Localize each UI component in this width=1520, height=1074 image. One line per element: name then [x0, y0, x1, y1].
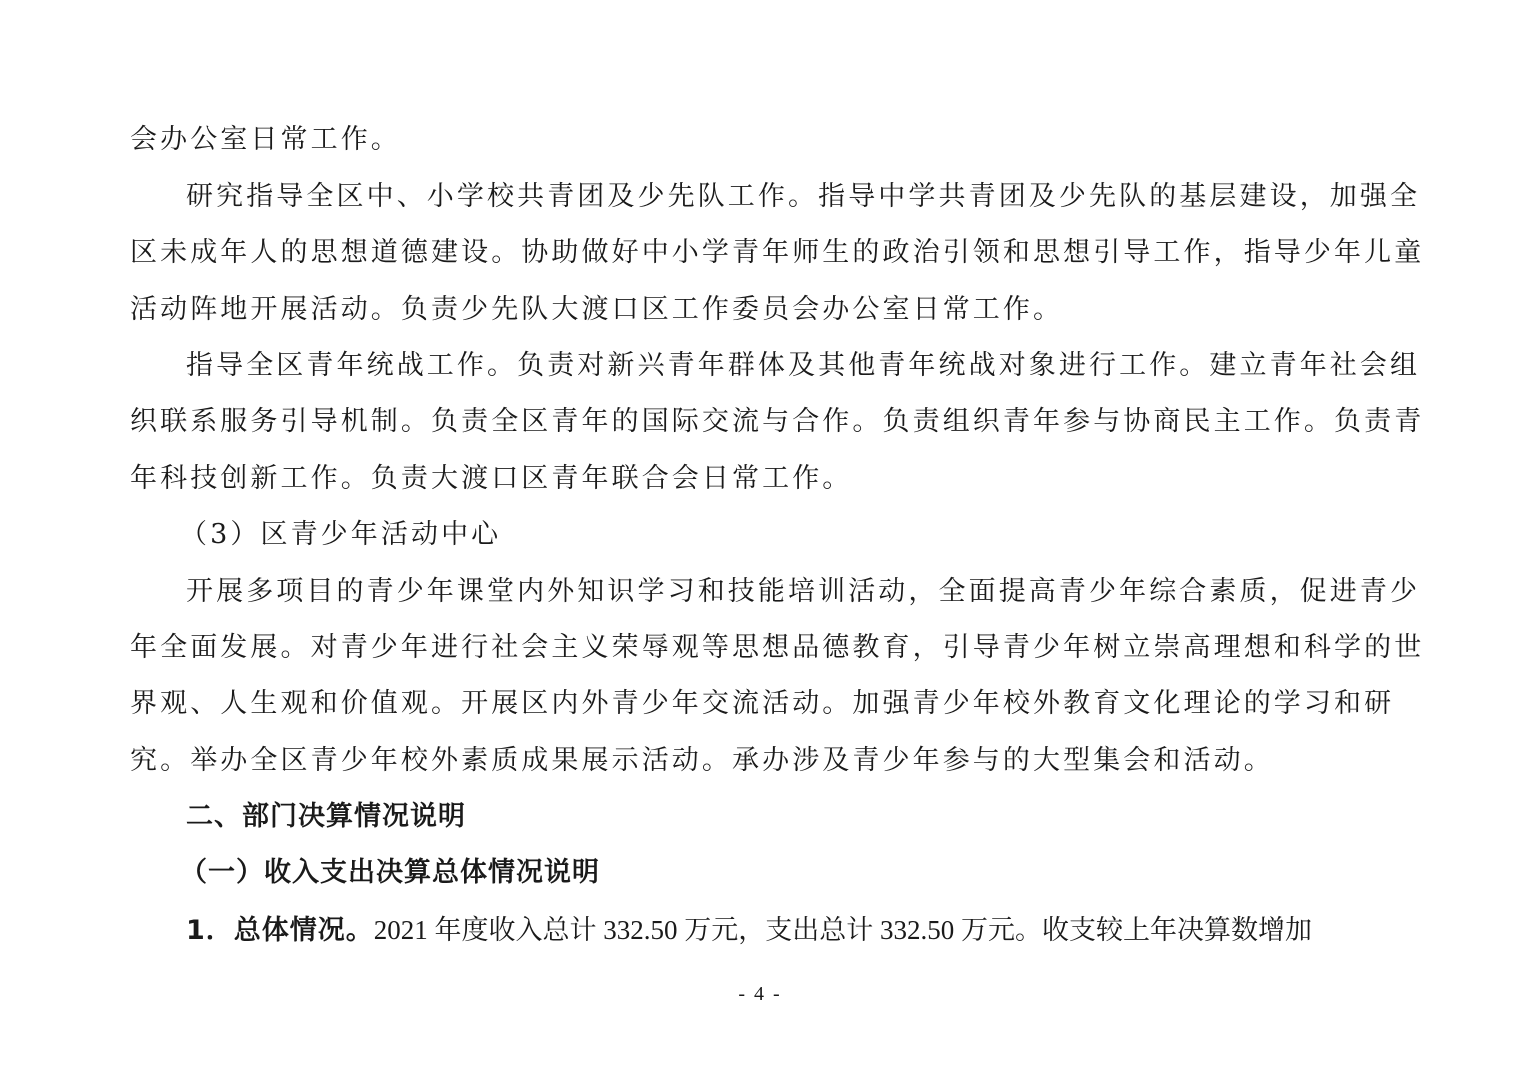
- paragraph-line: 年全面发展。对青少年进行社会主义荣辱观等思想品德教育，引导青少年树立崇高理想和科学的世: [130, 632, 1425, 663]
- paragraph-line: 年科技创新工作。负责大渡口区青年联合会日常工作。: [130, 463, 853, 494]
- subsection-title: （3）区青少年活动中心: [180, 519, 502, 550]
- paragraph-line: 活动阵地开展活动。负责少先队大渡口区工作委员会办公室日常工作。: [130, 294, 1064, 325]
- paragraph-line: 会办公室日常工作。: [130, 124, 401, 155]
- paragraph-line: [186, 910, 1390, 951]
- paragraph-line: 开展多项目的青少年课堂内外知识学习和技能培训活动，全面提高青少年综合素质，促进青少: [186, 576, 1421, 607]
- paragraph-line: 区未成年人的思想道德建设。协助做好中小学青年师生的政治引领和思想引导工作，指导少年儿童: [130, 237, 1425, 268]
- summary-label: 1．总体情况。: [186, 915, 374, 946]
- page-number: - 4 -: [738, 983, 782, 1005]
- paragraph-line: 究。举办全区青少年校外素质成果展示活动。承办涉及青少年参与的大型集会和活动。: [130, 745, 1274, 776]
- summary-text: 2021 年度收入总计 332.50 万元，支出总计 332.50 万元。收支较上年决算数增加: [373, 915, 1313, 945]
- section-heading: 二、部门决算情况说明: [186, 801, 466, 832]
- subsection-heading: （一）收入支出决算总体情况说明: [180, 857, 600, 888]
- paragraph-line: 织联系服务引导机制。负责全区青年的国际交流与合作。负责组织青年参与协商民主工作。负责青: [130, 406, 1425, 437]
- paragraph-line: 研究指导全区中、小学校共青团及少先队工作。指导中学共青团及少先队的基层建设，加强全: [186, 181, 1421, 212]
- paragraph-line: 指导全区青年统战工作。负责对新兴青年群体及其他青年统战对象进行工作。建立青年社会组: [186, 350, 1421, 381]
- paragraph-line: 界观、人生观和价值观。开展区内外青少年交流活动。加强青少年校外教育文化理论的学习和研: [130, 688, 1395, 719]
